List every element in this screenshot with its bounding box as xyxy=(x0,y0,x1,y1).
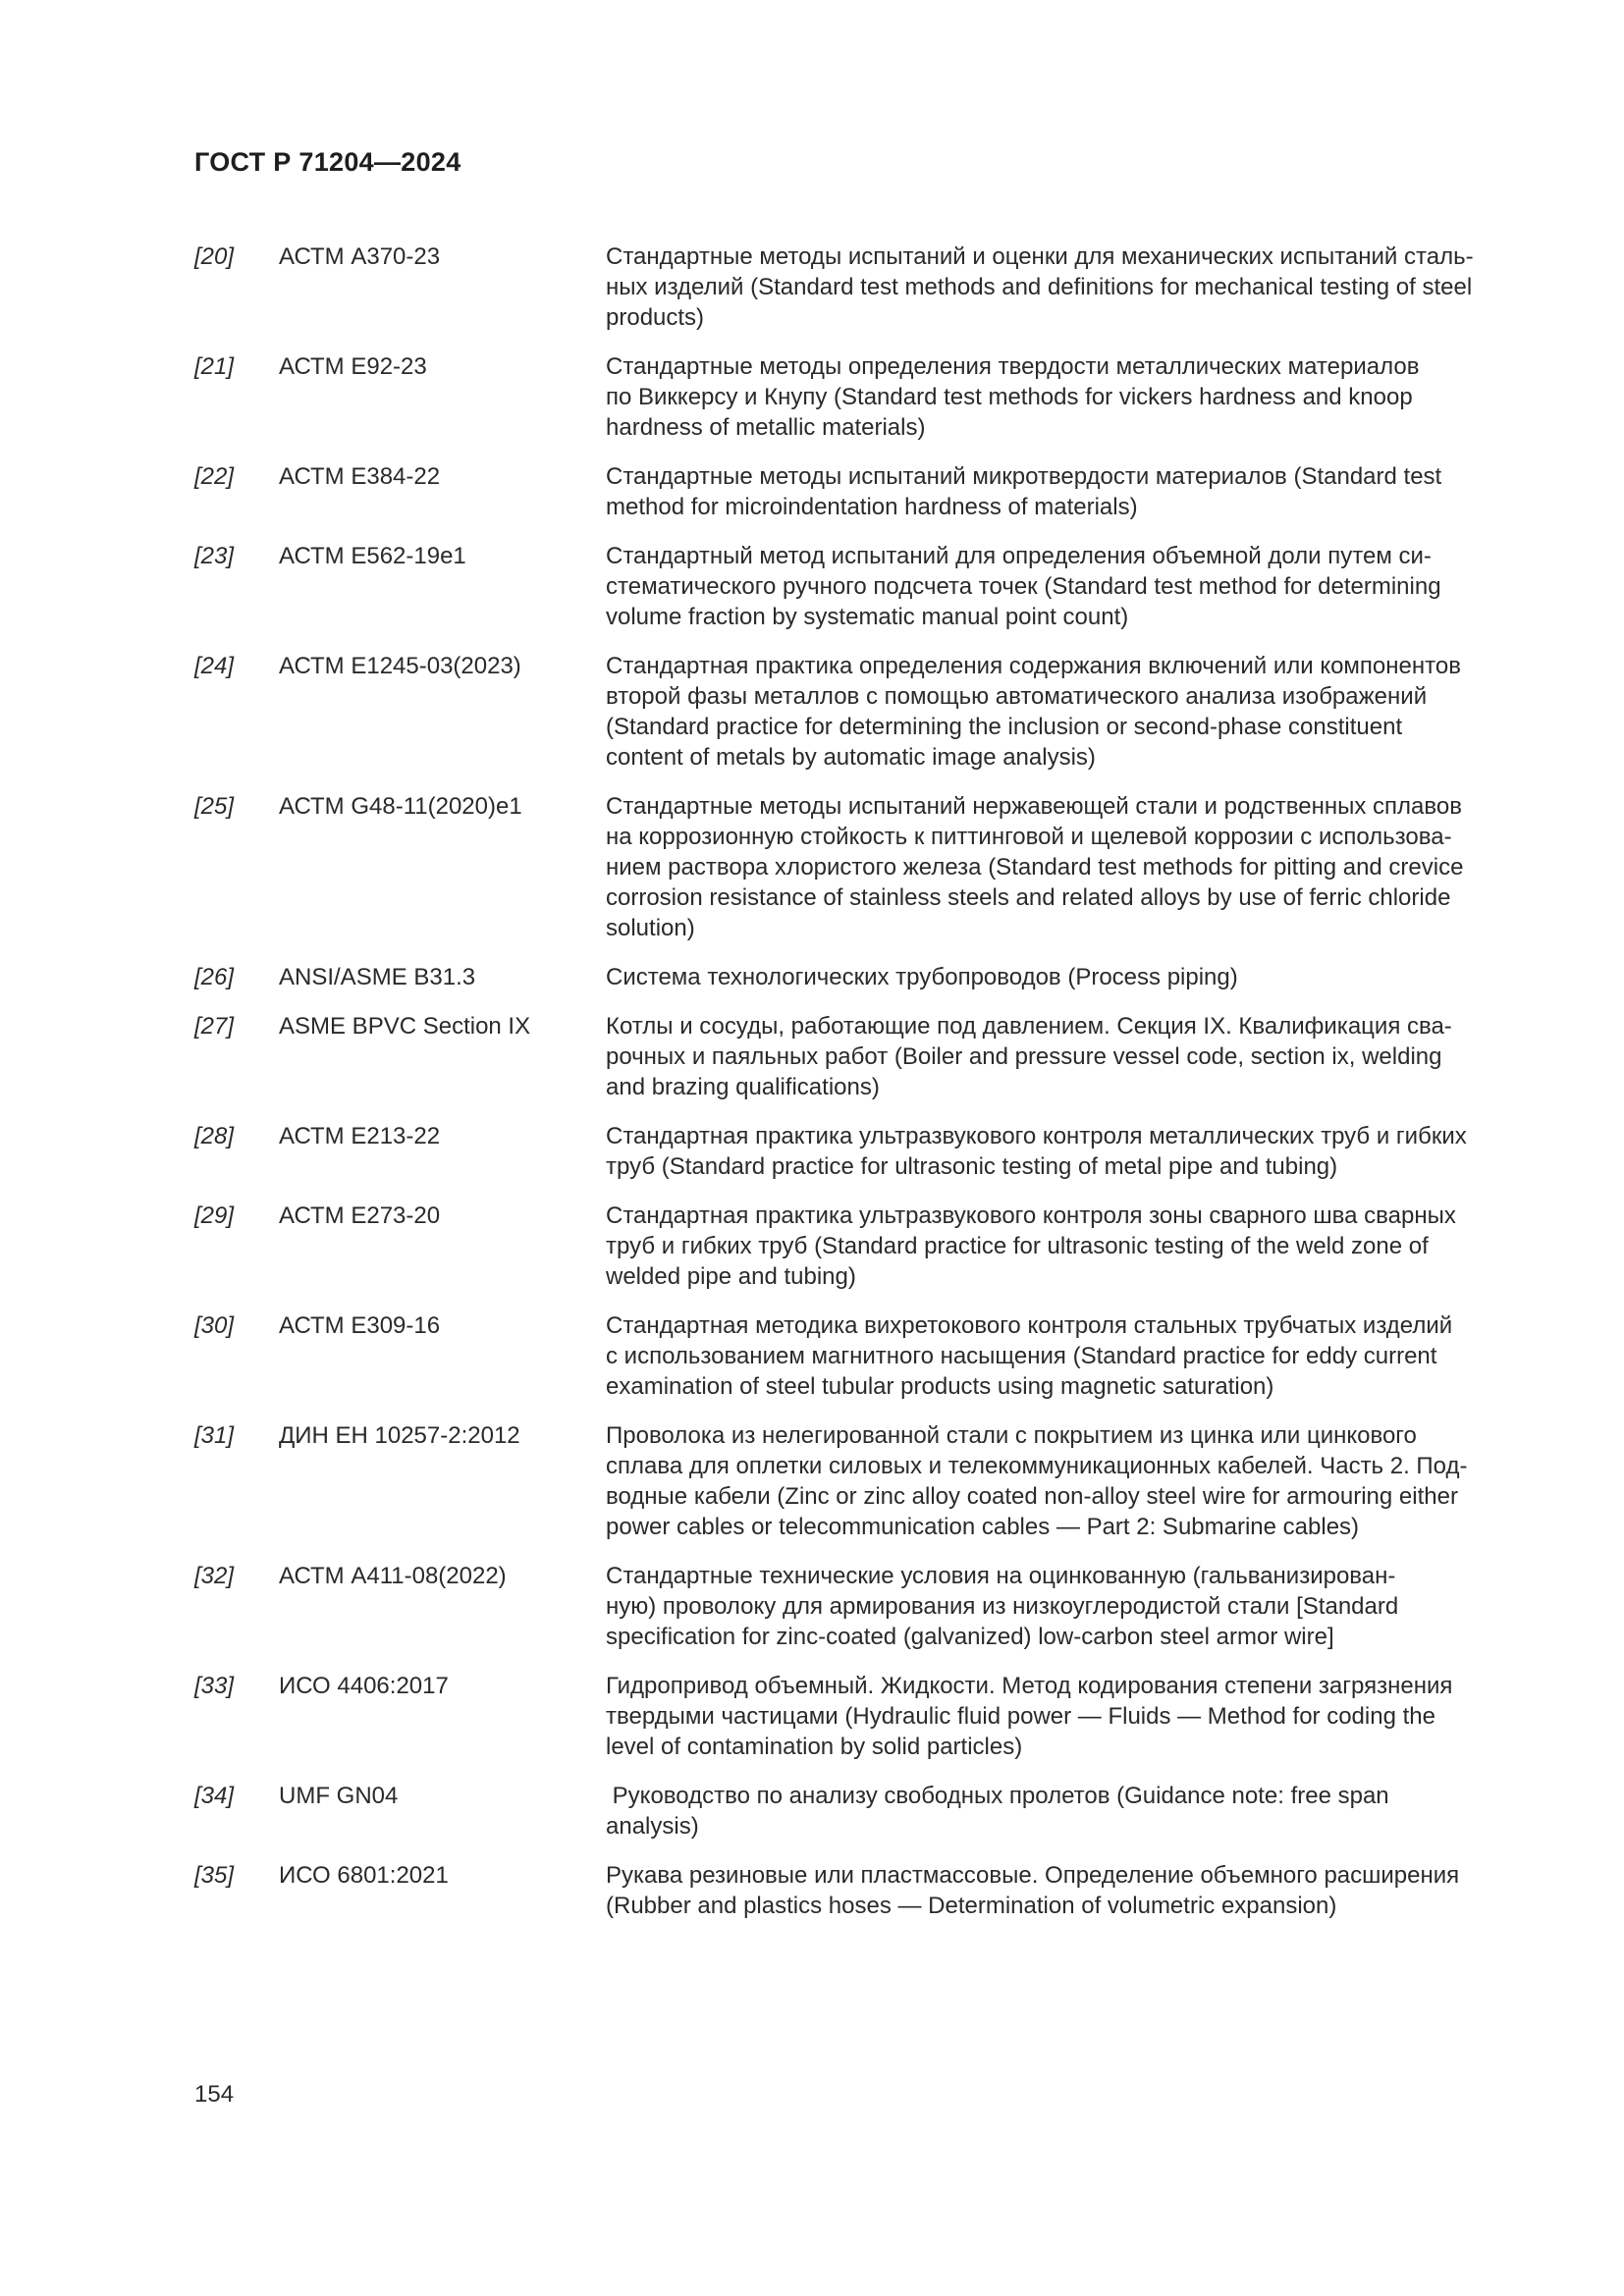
reference-description-line: сплава для оплетки силовых и телекоммуникационных кабелей. Часть 2. Под- xyxy=(606,1453,1468,1479)
reference-code: АСТМ A411-08(2022) xyxy=(279,1563,507,1589)
reference-description-line: Стандартная практика определения содержания включений или компонентов xyxy=(606,653,1461,679)
reference-code: ДИН ЕН 10257-2:2012 xyxy=(279,1422,520,1449)
reference-description-line: products) xyxy=(606,304,705,331)
reference-description-line: welded pipe and tubing) xyxy=(606,1263,856,1290)
reference-code: АСТМ E92-23 xyxy=(279,353,427,380)
reference-description-line: Стандартные методы испытаний нержавеющей стали и родственных сплавов xyxy=(606,793,1462,820)
reference-description xyxy=(606,461,1530,522)
page-header-title: ГОСТ Р 71204—2024 xyxy=(194,147,461,177)
reference-entry xyxy=(194,1420,1530,1542)
reference-number: [24] xyxy=(194,653,235,679)
reference-number: [32] xyxy=(194,1563,235,1589)
reference-description xyxy=(606,1781,1530,1842)
reference-description-line: труб и гибких труб (Standard practice for ultrasonic testing of the weld zone of xyxy=(606,1233,1429,1259)
reference-entry xyxy=(194,1121,1530,1182)
reference-code: АСТМ E384-22 xyxy=(279,463,441,490)
reference-code: АСТМ E1245-03(2023) xyxy=(279,653,521,679)
reference-description-line: method for microindentation hardness of materials) xyxy=(606,494,1138,520)
reference-list xyxy=(194,241,1530,1940)
reference-entry xyxy=(194,651,1530,773)
reference-number: [23] xyxy=(194,543,235,569)
reference-number: [35] xyxy=(194,1862,235,1889)
reference-description-line: рочных и паяльных работ (Boiler and pressure vessel code, section ix, welding xyxy=(606,1043,1442,1070)
reference-number: [20] xyxy=(194,243,235,270)
reference-description-line: труб (Standard practice for ultrasonic testing of metal pipe and tubing) xyxy=(606,1153,1338,1180)
reference-entry xyxy=(194,241,1530,333)
reference-description xyxy=(606,541,1530,632)
reference-code: АСТМ G48-11(2020)e1 xyxy=(279,793,522,820)
reference-description xyxy=(606,1011,1530,1102)
reference-entry xyxy=(194,541,1530,632)
reference-description-line: второй фазы металлов с помощью автоматического анализа изображений xyxy=(606,683,1428,710)
reference-description-line: стематического ручного подсчета точек (Standard test method for determining xyxy=(606,573,1441,600)
reference-number: [31] xyxy=(194,1422,235,1449)
reference-description-line: Стандартные технические условия на оцинкованную (гальванизирован- xyxy=(606,1563,1396,1589)
reference-number: [22] xyxy=(194,463,235,490)
reference-number: [34] xyxy=(194,1783,235,1809)
reference-description-line: volume fraction by systematic manual point count) xyxy=(606,604,1129,630)
reference-description xyxy=(606,1671,1530,1762)
reference-description-line: водные кабели (Zinc or zinc alloy coated non-alloy steel wire for armouring either xyxy=(606,1483,1458,1510)
reference-entry xyxy=(194,962,1530,992)
reference-code: ИСО 4406:2017 xyxy=(279,1673,449,1699)
reference-entry xyxy=(194,351,1530,443)
reference-number: [21] xyxy=(194,353,235,380)
reference-code: АСТМ E562-19e1 xyxy=(279,543,466,569)
reference-number: [26] xyxy=(194,964,235,990)
reference-number: [33] xyxy=(194,1673,235,1699)
reference-entry xyxy=(194,461,1530,522)
reference-description xyxy=(606,1561,1530,1652)
reference-description xyxy=(606,1121,1530,1182)
reference-description-line: hardness of metallic materials) xyxy=(606,414,926,441)
reference-description xyxy=(606,1310,1530,1402)
reference-description-line: solution) xyxy=(606,915,695,941)
reference-description-line: ных изделий (Standard test methods and definitions for mechanical testing of steel xyxy=(606,274,1473,300)
reference-entry xyxy=(194,1671,1530,1762)
reference-description-line: Рукава резиновые или пластмассовые. Определение объемного расширения xyxy=(606,1862,1460,1889)
reference-code: АСТМ E213-22 xyxy=(279,1123,441,1149)
reference-description-line: level of contamination by solid particles) xyxy=(606,1734,1023,1760)
reference-description-line: Система технологических трубопроводов (Process piping) xyxy=(606,964,1238,990)
reference-code: ANSI/ASME B31.3 xyxy=(279,964,476,990)
reference-description-line: Руководство по анализу свободных пролетов (Guidance note: free span xyxy=(606,1783,1389,1809)
reference-entry xyxy=(194,1860,1530,1921)
reference-code: UMF GN04 xyxy=(279,1783,399,1809)
reference-description-line: твердыми частицами (Hydraulic fluid power — Fluids — Method for coding the xyxy=(606,1703,1435,1730)
reference-description xyxy=(606,962,1530,992)
reference-description-line: corrosion resistance of stainless steels and related alloys by use of ferric chloride xyxy=(606,884,1451,911)
reference-entry xyxy=(194,1310,1530,1402)
reference-number: [27] xyxy=(194,1013,235,1040)
reference-description-line: analysis) xyxy=(606,1813,699,1840)
reference-entry xyxy=(194,1781,1530,1842)
reference-entry xyxy=(194,791,1530,943)
reference-code: ИСО 6801:2021 xyxy=(279,1862,449,1889)
reference-description xyxy=(606,241,1530,333)
reference-number: [25] xyxy=(194,793,235,820)
reference-entry xyxy=(194,1561,1530,1652)
reference-code: АСТМ A370-23 xyxy=(279,243,441,270)
reference-description-line: and brazing qualifications) xyxy=(606,1074,880,1100)
reference-description-line: power cables or telecommunication cables — Part 2: Submarine cables) xyxy=(606,1514,1360,1540)
reference-entry xyxy=(194,1011,1530,1102)
reference-description-line: Стандартные методы определения твердости металлических материалов xyxy=(606,353,1420,380)
reference-description-line: Стандартная методика вихретокового контроля стальных трубчатых изделий xyxy=(606,1312,1453,1339)
reference-description xyxy=(606,1860,1530,1921)
reference-number: [30] xyxy=(194,1312,235,1339)
reference-description-line: Проволока из нелегированной стали с покрытием из цинка или цинкового xyxy=(606,1422,1417,1449)
reference-description-line: ную) проволоку для армирования из низкоуглеродистой стали [Standard xyxy=(606,1593,1399,1620)
reference-description-line: Стандартная практика ультразвукового контроля зоны сварного шва сварных xyxy=(606,1202,1456,1229)
reference-description-line: Стандартные методы испытаний микротвердости материалов (Standard test xyxy=(606,463,1442,490)
reference-description-line: с использованием магнитного насыщения (Standard practice for eddy current xyxy=(606,1343,1437,1369)
reference-code: АСТМ E273-20 xyxy=(279,1202,441,1229)
reference-description xyxy=(606,651,1530,773)
reference-description-line: Стандартный метод испытаний для определения объемной доли путем си- xyxy=(606,543,1432,569)
reference-number: [29] xyxy=(194,1202,235,1229)
reference-description xyxy=(606,1201,1530,1292)
reference-description-line: specification for zinc-coated (galvanized) low-carbon steel armor wire] xyxy=(606,1624,1334,1650)
reference-description-line: content of metals by automatic image analysis) xyxy=(606,744,1096,771)
reference-description-line: Стандартная практика ультразвукового контроля металлических труб и гибких xyxy=(606,1123,1467,1149)
reference-description xyxy=(606,1420,1530,1542)
reference-description-line: Котлы и сосуды, работающие под давлением. Секция IX. Квалификация сва- xyxy=(606,1013,1452,1040)
reference-description-line: нием раствора хлористого железа (Standard test methods for pitting and crevice xyxy=(606,854,1464,881)
reference-code: АСТМ E309-16 xyxy=(279,1312,441,1339)
reference-description-line: Гидропривод объемный. Жидкости. Метод кодирования степени загрязнения xyxy=(606,1673,1453,1699)
reference-description-line: (Standard practice for determining the inclusion or second-phase constituent xyxy=(606,714,1403,740)
reference-description-line: examination of steel tubular products using magnetic saturation) xyxy=(606,1373,1274,1400)
page-number: 154 xyxy=(194,2081,235,2108)
reference-description-line: (Rubber and plastics hoses — Determination of volumetric expansion) xyxy=(606,1893,1337,1919)
reference-number: [28] xyxy=(194,1123,235,1149)
reference-description-line: на коррозионную стойкость к питтинговой и щелевой коррозии с использова- xyxy=(606,824,1452,850)
reference-description xyxy=(606,791,1530,943)
reference-description-line: по Виккерсу и Кнупу (Standard test methods for vickers hardness and knoop xyxy=(606,384,1413,410)
reference-description xyxy=(606,351,1530,443)
reference-code: ASME BPVC Section IX xyxy=(279,1013,531,1040)
reference-description-line: Стандартные методы испытаний и оценки для механических испытаний сталь- xyxy=(606,243,1474,270)
reference-entry xyxy=(194,1201,1530,1292)
